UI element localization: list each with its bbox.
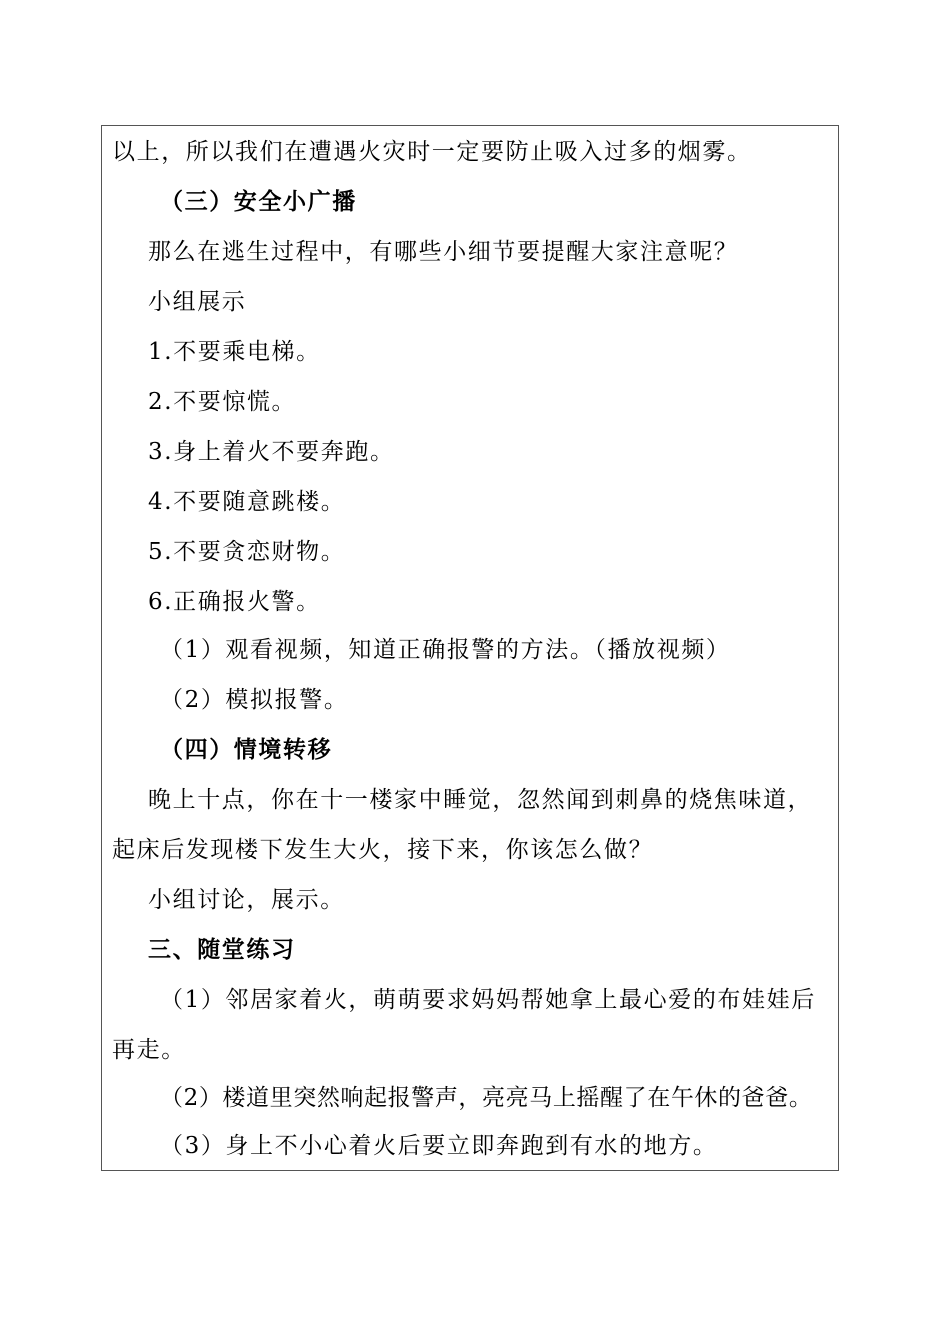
paragraph-scenario-1: 晚上十点，你在十一楼家中睡觉，忽然闻到刺鼻的烧焦味道， bbox=[148, 787, 813, 813]
list-item-4: 4.不要随意跳楼。 bbox=[148, 489, 346, 515]
sub-item-simulate-call: （2）模拟报警。 bbox=[160, 687, 349, 713]
heading-safety-broadcast: （三）安全小广播 bbox=[160, 188, 357, 215]
paragraph-smoke-warning: 以上，所以我们在遭遇火灾时一定要防止吸入过多的烟雾。 bbox=[112, 139, 752, 165]
heading-practice: 三、随堂练习 bbox=[148, 936, 296, 963]
sub-item-watch-video: （1）观看视频，知道正确报警的方法。（播放视频） bbox=[160, 637, 731, 663]
heading-scenario: （四）情境转移 bbox=[160, 736, 333, 763]
paragraph-scenario-2: 起床后发现楼下发生大火，接下来，你该怎么做？ bbox=[112, 837, 654, 863]
list-item-5: 5.不要贪恋财物。 bbox=[148, 539, 346, 565]
paragraph-question: 那么在逃生过程中，有哪些小细节要提醒大家注意呢？ bbox=[148, 239, 739, 265]
paragraph-group-discuss: 小组讨论，展示。 bbox=[148, 887, 345, 913]
exercise-2: （2）楼道里突然响起报警声，亮亮马上摇醒了在午休的爸爸。 bbox=[160, 1085, 813, 1111]
list-item-2: 2.不要惊慌。 bbox=[148, 389, 297, 415]
list-item-1: 1.不要乘电梯。 bbox=[148, 339, 321, 365]
exercise-1-line-1: （1）邻居家着火，萌萌要求妈妈帮她拿上最心爱的布娃娃后 bbox=[160, 987, 816, 1013]
list-item-3: 3.身上着火不要奔跑。 bbox=[148, 439, 395, 465]
exercise-1-line-2: 再走。 bbox=[112, 1037, 186, 1063]
list-item-6: 6.正确报火警。 bbox=[148, 589, 321, 615]
exercise-3: （3）身上不小心着火后要立即奔跑到有水的地方。 bbox=[160, 1133, 718, 1159]
paragraph-group-show: 小组展示 bbox=[148, 289, 247, 315]
